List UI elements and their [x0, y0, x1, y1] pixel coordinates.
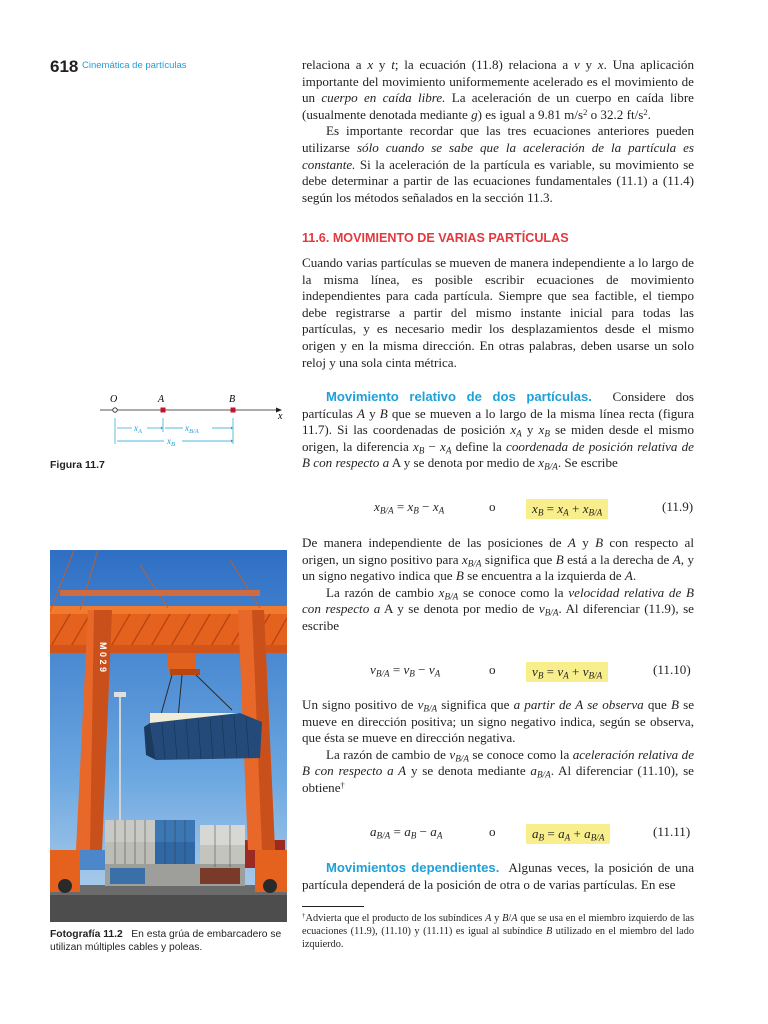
footnote: †Advierta que el producto de los subíndices A y B/A que se usa en el miembro izquierdo de las ecuaciones (11.9), (11.10) y (11.11) es igual al subíndice B utilizado en el miembro del lado izquierdo. [302, 912, 695, 950]
point-b [231, 408, 236, 413]
paragraph-2: Es importante recordar que las tres ecuaciones anteriores pueden utilizarse sólo cuando se sabe que la aceleración de la partícula es constante. Si la aceleración de la partícula es variable, su movimiento se debe determinar a partir de las ecuaciones fundamentales (11.1) a (11.4) según los métodos señalados en la sección 11.3. [302, 123, 694, 205]
eq1-left: $x_{B/A} = x_B - x_A$ [374, 499, 445, 516]
eq1-number: (11.9) [662, 499, 694, 514]
subsection-title-dependent: Movimientos dependientes. [326, 860, 500, 875]
paragraph-4: Movimiento relativo de dos partículas. Considere dos partículas A y B que se mueven a lo largo de la misma línea recta (figura 11.7). Si las coordenadas de posición $x_A$ y $x_B$ se miden desde el mismo origen, la diferencia $x_B - x_A$ define la coordenada de posición relativa de B con respecto a A y se denota por medio de $x_{B/A}$. Se escribe [302, 389, 695, 472]
relative-acceleration-text [302, 697, 694, 797]
label-a: A [158, 394, 165, 405]
paragraph-5: De manera independiente de las posiciones de A y B con respecto al origen, un signo positivo para $x_{B/A}$ significa que B está a la derecha de A, y un signo negativo indica que B se encuentra a la izquierda de A. [302, 535, 695, 584]
eq1-or: o [489, 499, 496, 514]
eq2-number: (11.10) [653, 662, 691, 677]
eq2-right: $v_B = v_A + v_{B/A}$ [526, 662, 608, 682]
eq2-or: o [489, 662, 496, 677]
section-title: 11.6. MOVIMIENTO DE VARIAS PARTÍCULAS [302, 231, 569, 245]
paragraph-9-text: Algunas veces, la posición de una partícula dependerá de la posición de otra o de varias partículas. En ese [302, 860, 694, 892]
eq1-right: $x_B = x_A + x_{B/A}$ [526, 499, 608, 519]
crane-number: M 0 2 9 [98, 642, 108, 673]
dependent-motion-text [302, 860, 694, 893]
crane-photo [50, 550, 287, 922]
label-xba: $x_{B/A}$ [185, 423, 199, 435]
eq3-right: $a_B = a_A + a_{B/A}$ [526, 824, 610, 844]
eq3-number: (11.11) [653, 824, 691, 839]
paragraph-8: La razón de cambio de $v_{B/A}$ se conoce como la aceleración relativa de B con respecto a A y se denota mediante $a_{B/A}$. Al diferenciar (11.10), se obtiene† [302, 746, 695, 795]
footnote-rule [302, 906, 364, 907]
intro-text [302, 57, 694, 206]
equation-11-9 [302, 495, 694, 519]
eq3-left: $a_{B/A} = a_B - a_A$ [370, 824, 443, 841]
paragraph-3-text: Cuando varias partículas se mueven de manera independiente a lo largo de la misma línea, es posible escribir ecuaciones de movimiento independientes para cada partícula. Siempre que sea factible, el tiempo debe registrarse a partir del mismo instante inicial para todas las partículas, y es necesario medir los desplazamientos desde el mismo origen y en la misma dirección. En otras palabras, deben usarse un solo reloj y una sola cinta métrica. [302, 255, 694, 370]
photo-caption-text: En esta grúa de embarcadero se utilizan múltiples cables y poleas. [50, 929, 282, 953]
equation-11-10 [302, 658, 694, 682]
relative-velocity-text [302, 535, 694, 635]
origin-point [113, 408, 117, 412]
relative-motion-text [302, 389, 694, 472]
figure-caption: Figura 11.7 [50, 459, 105, 471]
eq2-left: $v_{B/A} = v_B - v_A$ [370, 662, 441, 679]
running-head: Cinemática de partículas [82, 60, 187, 71]
paragraph-7: Un signo positivo de $v_{B/A}$ significa que a partir de A se observa que B se mueve en dirección positiva; un signo negativo indica, según se observa, que ésta se mueve en dirección negativa. [302, 697, 695, 746]
paragraph-3 [302, 255, 694, 371]
label-xb: $x_B$ [167, 436, 175, 448]
photo-caption-label: Fotografía 11.2 [50, 929, 123, 940]
figure-11-7 [90, 388, 290, 458]
page-number: 618 [50, 57, 79, 76]
eq3-or: o [489, 824, 496, 839]
label-xa: $x_A$ [134, 423, 142, 435]
x-axis-label: x [278, 411, 283, 422]
paragraph-9 [302, 860, 694, 893]
paragraph-1: relaciona a x y t; la ecuación (11.8) relaciona a v y x. Una aplicación importante del movimiento uniformemente acelerado es el movimiento de un cuerpo en caída libre. La aceleración de un cuerpo en caída libre (usualmente denotada mediante g) es igual a 9.81 $m/s^2$ o 32.2 $ft/s^2$. [302, 57, 695, 122]
label-b: B [229, 394, 236, 405]
label-o: O [110, 394, 118, 405]
paragraph-6: La razón de cambio $x_{B/A}$ se conoce como la velocidad relativa de B con respecto a A y se denota por medio de $v_{B/A}$. Al diferenciar (11.9), se escribe [302, 584, 694, 633]
point-a [161, 408, 166, 413]
equation-11-11 [302, 820, 694, 844]
subsection-title-relative: Movimiento relativo de dos partículas. [326, 389, 592, 404]
photo-caption [50, 929, 290, 954]
